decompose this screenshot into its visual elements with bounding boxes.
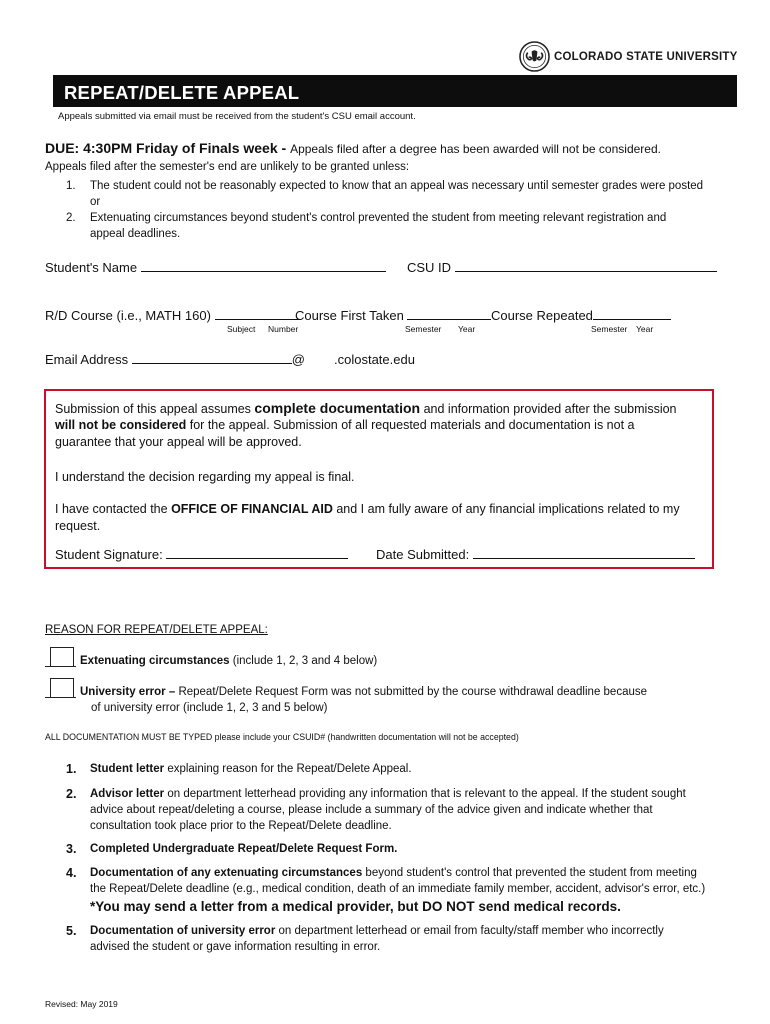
university-error-checkbox[interactable] (50, 678, 74, 698)
date-submitted-label: Date Submitted: (376, 547, 470, 562)
page-title: REPEAT/DELETE APPEAL (64, 82, 300, 103)
csu-id-field[interactable] (407, 260, 717, 275)
email-field[interactable] (45, 352, 305, 367)
csu-logo (519, 41, 737, 72)
due-text: Appeals filed after a degree has been awarded will not be considered. (290, 142, 661, 156)
course-first-taken-label: Course First Taken (295, 308, 404, 323)
csu-id-label: CSU ID (407, 260, 452, 275)
checkbox-underline (45, 697, 76, 698)
year-hint: Year (458, 324, 476, 334)
number-hint: Number (268, 324, 299, 334)
student-name-field[interactable] (45, 260, 386, 275)
due-line (45, 140, 661, 156)
due-label: DUE: 4:30PM Friday of Finals week - (45, 140, 291, 156)
ack-line-3: guarantee that your appeal will be approved. (55, 435, 302, 449)
at-sign: @ (291, 352, 305, 367)
date-submitted-line[interactable] (473, 557, 695, 559)
option-university-error-cont: of university error (include 1, 2, 3 and 5 below) (91, 702, 328, 714)
year-hint: Year (636, 324, 654, 334)
csu-id-line[interactable] (455, 270, 717, 272)
date-submitted-field[interactable] (376, 546, 695, 563)
semester-hint: Semester (591, 324, 628, 334)
ack-financial-aid-1: I have contacted the OFFICE OF FINANCIAL AID and I am fully aware of any financial implications related to my (55, 502, 680, 516)
after-end-note: Appeals filed after the semester's end are unlikely to be granted unless: (45, 161, 410, 173)
email-domain: .colostate.edu (334, 352, 415, 367)
item-text: Extenuating circumstances beyond student's control prevented the student from meeting relevant registration and appeal deadlines. (90, 212, 667, 240)
condition-item (66, 210, 716, 240)
rd-course-field[interactable] (45, 308, 301, 323)
email-line[interactable] (132, 362, 292, 364)
rd-course-label: R/D Course (i.e., MATH 160) (45, 308, 211, 323)
student-name-line[interactable] (141, 270, 386, 272)
student-name-label: Student's Name (45, 260, 138, 275)
item-text: The student could not be reasonably expected to know that an appeal was necessary until semester grades were posted or (90, 180, 704, 208)
option-extenuating: Extenuating circumstances (include 1, 2, 3 and 4 below) (80, 655, 378, 667)
ack-line-1: Submission of this appeal assumes complete documentation and information provided after the submission (55, 400, 677, 416)
signature-label: Student Signature: (55, 547, 163, 562)
medical-records-warning: *You may send a letter from a medical provider, but DO NOT send medical records. (90, 899, 621, 914)
item-number: 2. (66, 212, 76, 224)
course-repeated-field[interactable] (491, 308, 671, 323)
email-note: Appeals submitted via email must be received from the student's CSU email account. (58, 111, 416, 122)
signature-line[interactable] (166, 557, 348, 559)
semester-hint: Semester (405, 324, 442, 334)
ack-line-2: will not be considered for the appeal. Submission of all requested materials and documentation is not a (55, 418, 635, 432)
title-bar (53, 75, 737, 107)
course-first-taken-line[interactable] (407, 318, 491, 320)
ack-financial-aid-2: request. (55, 519, 101, 533)
university-name: COLORADO STATE UNIVERSITY (554, 50, 738, 63)
ack-final-decision: I understand the decision regarding my appeal is final. (55, 470, 355, 484)
reason-heading: REASON FOR REPEAT/DELETE APPEAL: (45, 624, 268, 636)
rd-course-line[interactable] (215, 318, 301, 320)
checkbox-underline (45, 666, 76, 667)
ram-logo-icon (519, 41, 550, 72)
extenuating-checkbox[interactable] (50, 647, 74, 667)
item-number: 1. (66, 180, 76, 192)
condition-item (66, 178, 716, 208)
subject-hint: Subject (227, 324, 256, 334)
signature-field[interactable] (55, 546, 348, 563)
revised-date: Revised: May 2019 (45, 999, 118, 1009)
course-first-taken-field[interactable] (295, 308, 491, 323)
course-repeated-line[interactable] (593, 318, 671, 320)
email-label: Email Address (45, 352, 129, 367)
acknowledgment-box (44, 389, 714, 569)
option-university-error: University error – Repeat/Delete Request Form was not submitted by the course withdrawal deadline because (80, 686, 648, 698)
course-repeated-label: Course Repeated (491, 308, 593, 323)
typed-documentation-note: ALL DOCUMENTATION MUST BE TYPED please include your CSUID# (handwritten documentation will not be accepted) (45, 732, 519, 742)
